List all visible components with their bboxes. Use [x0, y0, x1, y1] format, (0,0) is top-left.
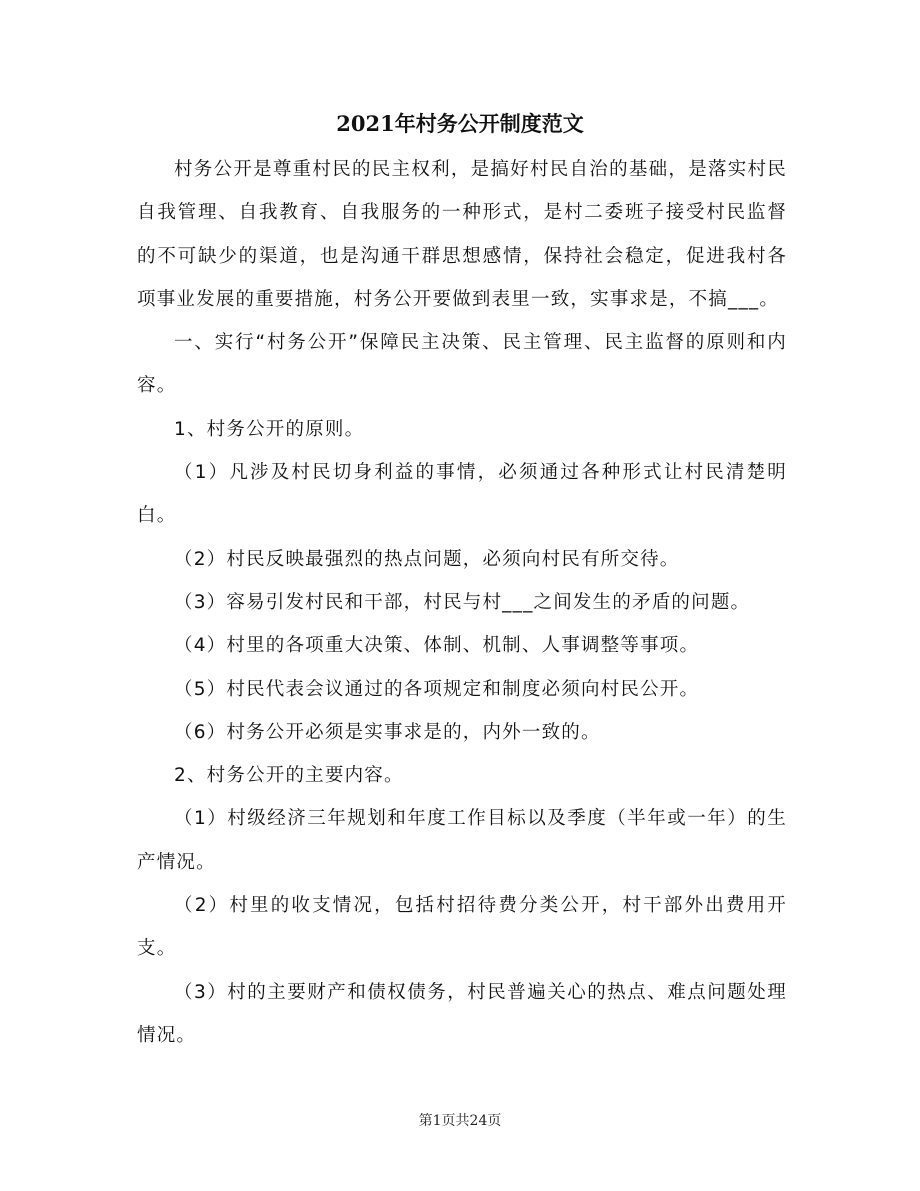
principle-item-4: （4）村里的各项重大决策、体制、机制、人事调整等事项。: [174, 635, 700, 657]
document-body: [137, 148, 787, 1057]
principle-item-2: （2）村民反映最强烈的热点问题，必须向村民有所交待。: [174, 548, 680, 570]
document-title: 2021年村务公开制度范文: [336, 111, 584, 136]
subsection-heading-principles: 1、村务公开的原则。: [174, 418, 365, 440]
content-item-1: （1）村级经济三年规划和年度工作目标以及季度（半年或一年）的生产情况。: [137, 808, 787, 873]
page-footer: 第1页共24页: [418, 1113, 502, 1129]
paragraph-intro: 村务公开是尊重村民的民主权利，是搞好村民自治的基础，是落实村民自我管理、自我教育、自我服务的一种形式，是村二委班子接受村民监督的不可缺少的渠道，也是沟通干群思想感情，保持社会稳定，促进我村各项事业发展的重要措施，村务公开要做到表里一致，实事求是，不搞___。: [137, 159, 787, 310]
subsection-heading-content: 2、村务公开的主要内容。: [174, 765, 404, 787]
principle-item-5: （5）村民代表会议通过的各项规定和制度必须向村民公开。: [174, 678, 700, 700]
content-item-3: （3）村的主要财产和债权债务，村民普遍关心的热点、难点问题处理情况。: [137, 981, 787, 1046]
content-item-2: （2）村里的收支情况，包括村招待费分类公开，村干部外出费用开支。: [137, 895, 787, 960]
section-heading-1: 一、实行“村务公开”保障民主决策、民主管理、民主监督的原则和内容。: [137, 332, 787, 397]
principle-item-6: （6）村务公开必须是实事求是的，内外一致的。: [174, 721, 601, 743]
principle-item-1: （1）凡涉及村民切身利益的事情，必须通过各种形式让村民清楚明白。: [137, 462, 787, 527]
principle-item-3: （3）容易引发村民和干部，村民与村___之间发生的矛盾的问题。: [174, 591, 751, 613]
